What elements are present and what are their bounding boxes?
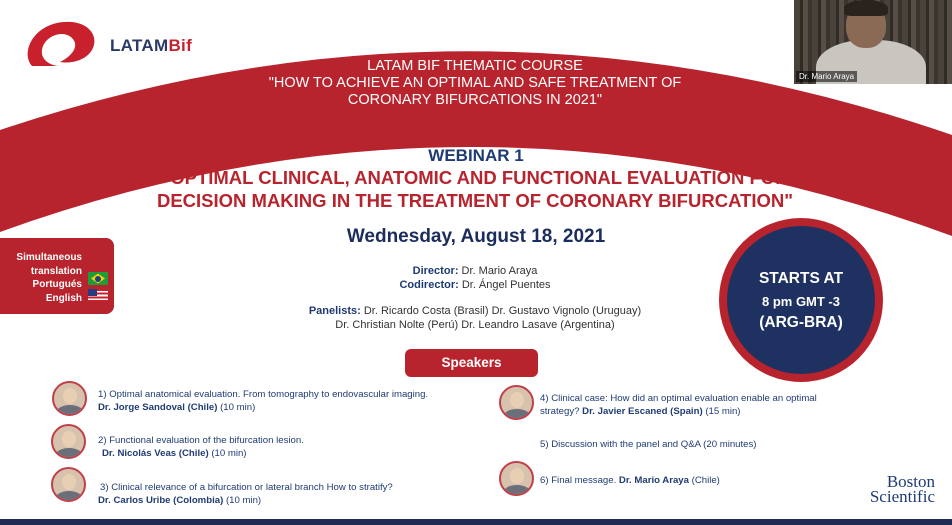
brand-prefix: LATAM <box>110 36 169 55</box>
bottom-bar <box>0 519 952 525</box>
speaker-avatar-6 <box>499 461 534 496</box>
brand-suffix: Bif <box>168 36 193 55</box>
translation-line-2: translation <box>30 265 82 277</box>
translation-line-4: English <box>45 292 82 304</box>
translation-line-1: Simultaneous <box>16 252 82 263</box>
speaker-4-time: (15 min) <box>702 405 741 417</box>
webinar-title-line-2: DECISION MAKING IN THE TREATMENT OF CORONARY BIFURCATION" <box>156 190 794 211</box>
boston-scientific-logo <box>845 474 935 504</box>
speaker-6-name: Dr. Mario Araya <box>618 475 689 486</box>
sponsor-line-1: Boston <box>886 472 935 491</box>
speaker-avatar-1 <box>52 381 87 416</box>
webinar-date: Wednesday, August 18, 2021 <box>346 226 606 247</box>
speaker-1-time: (10 min) <box>217 401 256 413</box>
participant-name-label: Dr. Mario Araya <box>796 71 857 82</box>
speaker-3-name: Dr. Carlos Uribe (Colombia) <box>98 494 224 506</box>
speaker-4-topic-cont: strategy? <box>540 405 583 417</box>
speaker-2-name: Dr. Nicolás Veas (Chile) <box>102 447 209 459</box>
webinar-label: WEBINAR 1 <box>428 146 524 165</box>
speaker-3-time: (10 min) <box>223 494 262 506</box>
starts-line-1: STARTS AT <box>758 270 844 287</box>
speaker-avatar-4 <box>499 385 534 420</box>
participant-hair <box>844 0 888 16</box>
speaker-2-topic: 2) Functional evaluation of the bifurcation lesion. <box>98 435 304 446</box>
panelists-row-1 <box>260 305 690 317</box>
speaker-avatar-2 <box>51 424 86 459</box>
webcam-thumbnail[interactable] <box>794 0 952 84</box>
codirector-name: Dr. Ángel Puentes <box>458 279 551 291</box>
director-row <box>260 265 690 277</box>
starts-line-2: 8 pm GMT -3 <box>761 294 840 309</box>
speaker-6-topic: 6) Final message. <box>540 475 619 486</box>
speaker-item-3 <box>98 482 393 507</box>
speaker-avatar-3 <box>51 467 86 502</box>
speaker-1-topic: 1) Optimal anatomical evaluation. From tomography to endovascular imaging. <box>98 389 429 400</box>
speaker-1-name: Dr. Jorge Sandoval (Chile) <box>98 401 218 413</box>
speaker-6-time: (Chile) <box>688 475 720 486</box>
panelists-row-2: Dr. Christian Nolte (Perú) Dr. Leandro Lasave (Argentina) <box>335 319 615 331</box>
translation-line-3: Portugués <box>32 279 82 290</box>
speaker-2-time: (10 min) <box>208 447 247 459</box>
speaker-item-5 <box>540 439 757 452</box>
panelists-line-1: Dr. Ricardo Costa (Brasil) Dr. Gustavo Vignolo (Uruguay) <box>360 305 642 317</box>
speaker-4-name: Dr. Javier Escaned (Spain) <box>582 405 703 417</box>
director-name: Dr. Mario Araya <box>458 265 538 277</box>
director-label: Director: <box>412 265 459 277</box>
webinar-title <box>140 166 810 212</box>
panelists-label: Panelists: <box>308 305 361 317</box>
brazil-flag-icon <box>88 272 108 285</box>
speaker-5-topic: 5) Discussion with the panel and Q&A (20 minutes) <box>540 439 757 450</box>
course-title <box>240 58 710 109</box>
speaker-item-4 <box>540 393 817 418</box>
codirector-label: Codirector: <box>399 279 459 291</box>
starts-circle <box>727 226 875 374</box>
speaker-3-topic: 3) Clinical relevance of a bifurcation or lateral branch How to stratify? <box>100 482 393 493</box>
speaker-item-6 <box>540 475 720 488</box>
webinar-title-line-1: "OPTIMAL CLINICAL, ANATOMIC AND FUNCTIONAL EVALUATION FOR <box>161 167 789 188</box>
brand-name <box>110 36 192 56</box>
course-line-3: CORONARY BIFURCATIONS IN 2021" <box>347 92 603 108</box>
codirector-row <box>260 279 690 291</box>
course-line-1: LATAM BIF THEMATIC COURSE <box>367 58 583 74</box>
speaker-item-1 <box>98 389 428 414</box>
speaker-item-2 <box>98 435 304 460</box>
sponsor-line-2: Scientific <box>869 487 935 506</box>
usa-flag-icon <box>88 289 108 302</box>
starts-line-3: (ARG-BRA) <box>759 314 843 331</box>
speaker-4-topic: 4) Clinical case: How did an optimal evaluation enable an optimal <box>540 393 817 404</box>
speakers-heading: Speakers <box>405 349 538 377</box>
course-line-2: "HOW TO ACHIEVE AN OPTIMAL AND SAFE TREATMENT OF <box>268 75 682 91</box>
